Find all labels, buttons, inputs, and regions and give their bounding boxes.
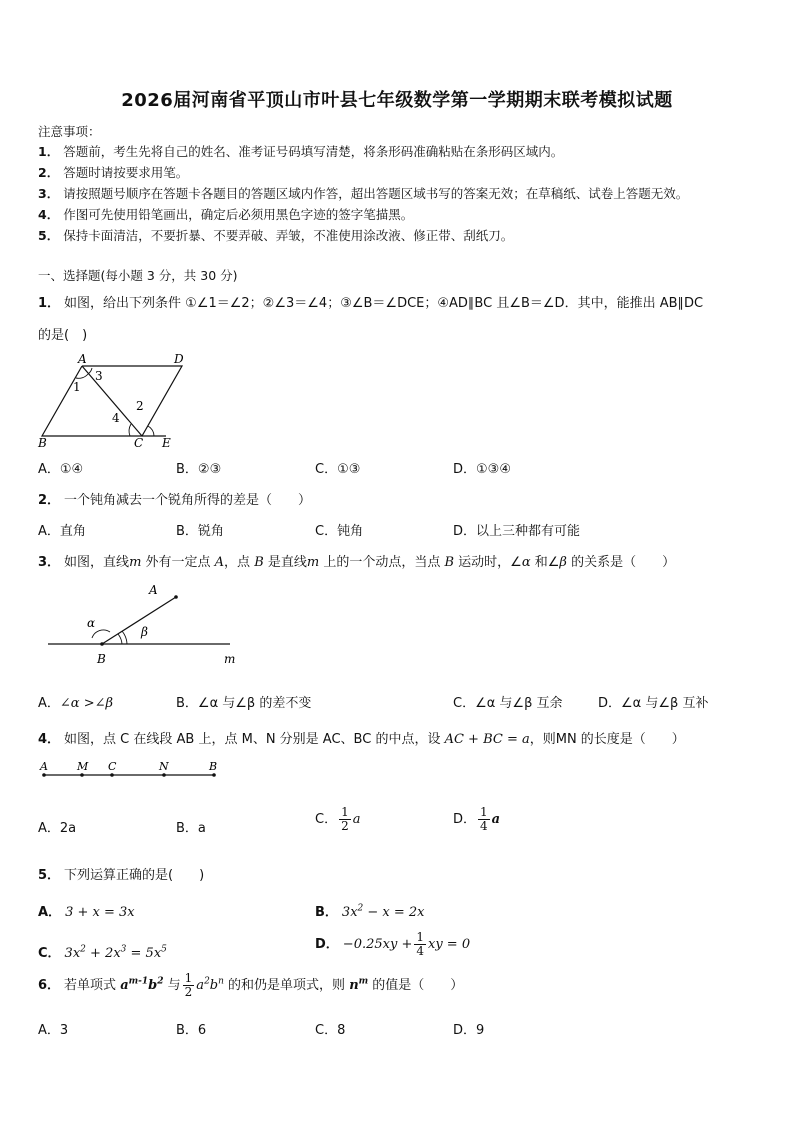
page-title: 2026届河南省平顶山市叶县七年级数学第一学期期末联考模拟试题 [121,90,673,111]
q6-option-d: D．9 [453,1023,485,1038]
q6-option-b: B．6 [176,1023,207,1038]
label-beta: β [141,625,148,639]
segment-figure [36,756,226,786]
q2-option-a: A．直角 [38,524,86,539]
q1-option-a: A．①④ [38,462,84,477]
angle-4: 4 [112,411,120,425]
q5-option-b: B． $3x^2 - x = 2x$ [315,903,425,920]
label-D: D [174,352,184,366]
line-angle-figure [44,580,244,672]
label-A: A [40,760,48,773]
q6-option-a: A．3 [38,1023,69,1038]
angle-2: 2 [136,399,144,413]
label-C: C [108,760,117,773]
notice-heading: 注意事项： [38,124,101,139]
label-m: m [224,652,236,666]
q4-option-d: D． $\frac{1}{4}$ a [453,805,501,833]
notice-item: 3． 请按照题号顺序在答题卡各题目的答题区域内作答，超出答题区域书写的答案无效；在草稿纸、试卷上答题无效。 [38,186,689,201]
q3-option-b: B．∠α 与∠β 的差不变 [176,696,312,711]
q5-option-c: C． $3x^2 + 2x^3 = 5x^5$ [38,944,167,961]
q4-option-a: A．2a [38,821,77,836]
section-heading: 一、选择题(每小题 3 分，共 30 分) [38,268,238,283]
label-alpha: α [87,616,96,630]
q1-option-d: D．①③④ [453,462,511,477]
angle-1: 1 [73,380,81,394]
label-B: B [38,436,47,448]
question-1-line2: 的是( ) [38,328,88,343]
label-E: E [162,436,171,448]
q2-option-c: C．钝角 [315,524,364,539]
q4-option-c: C． $\frac{1}{2}$ a [315,805,361,833]
question-1: 1． 如图，给出下列条件 ①∠1＝∠2；②∠3＝∠4；③∠B＝∠DCE；④AD∥BC 且∠B＝∠D．其中，能推出 AB∥DC [38,296,704,311]
question-4: 4． 如图，点 C 在线段 AB 上，点 M、N 分别是 AC、BC 的中点，设 AC + BC = a，则MN 的长度是（ ） [38,732,685,747]
parallelogram-figure [36,350,196,448]
q1-option-b: B．②③ [176,462,222,477]
q2-option-b: B．锐角 [176,524,224,539]
q1-option-c: C．①③ [315,462,361,477]
notice-item: 2． 答题时请按要求用笔。 [38,165,189,180]
question-2: 2． 一个钝角减去一个锐角所得的差是（ ） [38,493,312,508]
question-3: 3． 如图，直线m 外有一定点 A，点 B 是直线m 上的一个动点，当点 B 运动时，∠α 和∠β 的关系是（ ） [38,555,676,570]
label-A: A [149,583,158,597]
label-B: B [97,652,106,666]
label-N: N [159,760,169,773]
label-M: M [77,760,89,773]
q3-option-c: C．∠α 与∠β 互余 [453,696,563,711]
question-5: 5． 下列运算正确的是( ) [38,868,205,883]
label-A: A [78,352,87,366]
notice-item: 1． 答题前，考生先将自己的姓名、准考证号码填写清楚，将条形码准确粘贴在条形码区域内。 [38,144,564,159]
notice-item: 5． 保持卡面清洁，不要折暴、不要弄破、弄皱，不准使用涂改液、修正带、刮纸刀。 [38,228,514,243]
question-6: 6． 若单项式 $a^{m-1}b^2$ 与 $\frac{1}{2}$ $a^2b^n$ 的和仍是单项式，则 $n^m$ 的值是（ ） [38,971,464,999]
q3-option-d: D．∠α 与∠β 互补 [598,696,709,711]
q3-option-a: A．∠α >∠β [38,696,114,711]
angle-3: 3 [95,369,103,383]
q5-option-d: D． −0.25xy + $\frac{1}{4}$ xy = 0 [315,930,471,958]
q4-option-b: B．a [176,821,206,836]
label-C: C [134,436,144,448]
q6-option-c: C．8 [315,1023,346,1038]
q5-option-a: A． 3 + x = 3x [38,905,135,920]
q2-option-d: D．以上三种都有可能 [453,524,581,539]
label-B: B [209,760,218,773]
notice-item: 4． 作图可先使用铅笔画出，确定后必须用黑色字迹的签字笔描黑。 [38,207,414,222]
